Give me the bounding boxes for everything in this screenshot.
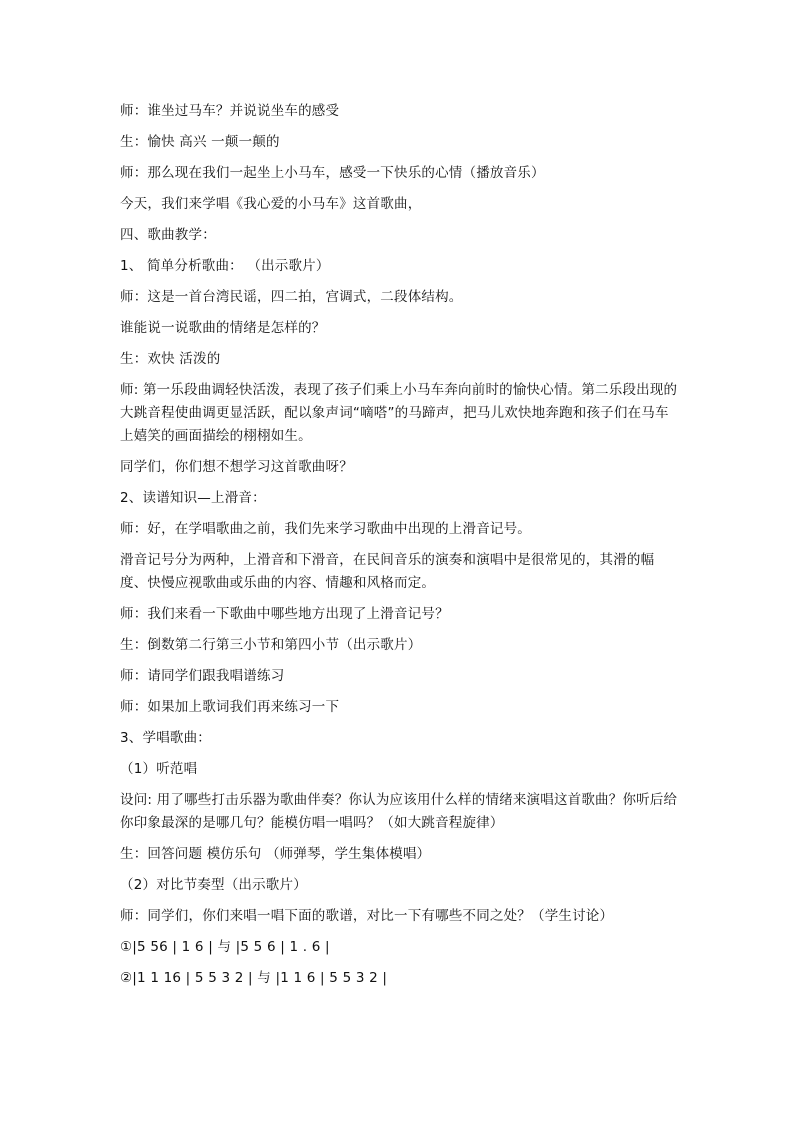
paragraph-23: （2）对比节奏型（出示歌片） <box>120 877 307 893</box>
paragraph-10: 师: 第一乐段曲调轻快活泼，表现了孩子们乘上小马车奔向前时的愉快心情。第二乐段出现的大跳音程使曲调更显活跃，配以象声词“嘀嗒”的马蹄声，把马儿欢快地奔跑和孩子们在马车上嬉笑的画面描绘的栩栩如生。 <box>120 382 678 444</box>
paragraph-17: 师：请同学们跟我唱谱练习 <box>120 668 285 684</box>
subheading-glide-notation: 2、读谱知识—上滑音： <box>120 490 266 506</box>
paragraph-11: 同学们，你们想不想学习这首歌曲呀？ <box>120 459 353 475</box>
rhythm-pattern-1: ①|5 56 | 1 6 | 与 |5 5 6 | 1 . 6 | <box>120 939 330 955</box>
paragraph-13: 师：好，在学唱歌曲之前，我们先来学习歌曲中出现的上滑音记号。 <box>120 521 531 537</box>
paragraph-2: 生：愉快 高兴 一颠一颠的 <box>120 134 280 150</box>
paragraph-14: 滑音记号分为两种，上滑音和下滑音，在民间音乐的演奏和演唱中是很常见的，其滑的幅度、快慢应视歌曲或乐曲的内容、情趣和风格而定。 <box>120 552 655 591</box>
paragraph-7: 师：这是一首台湾民谣，四二拍，宫调式，二段体结构。 <box>120 289 463 305</box>
paragraph-22: 生：回答问题 模仿乐句 （师弹琴，学生集体模唱） <box>120 846 431 862</box>
paragraph-1: 师：谁坐过马车？并说说坐车的感受 <box>120 103 340 119</box>
paragraph-16: 生：倒数第二行第三小节和第四小节（出示歌片） <box>120 637 422 653</box>
section-heading-song-teaching: 四、歌曲教学： <box>120 227 216 243</box>
paragraph-9: 生：欢快 活泼的 <box>120 351 221 367</box>
rhythm-pattern-2: ②|1 1 16 | 5 5 3 2 | 与 |1 1 6 | 5 5 3 2 | <box>120 970 388 986</box>
paragraph-15: 师：我们来看一下歌曲中哪些地方出现了上滑音记号？ <box>120 606 449 622</box>
paragraph-6: 1、 简单分析歌曲： （出示歌片） <box>120 258 330 274</box>
paragraph-8: 谁能说一说歌曲的情绪是怎样的？ <box>120 320 326 336</box>
subheading-learn-song: 3、学唱歌曲： <box>120 730 211 746</box>
paragraph-24: 师：同学们，你们来唱一唱下面的歌谱，对比一下有哪些不同之处？（学生讨论） <box>120 908 614 924</box>
document-page <box>120 100 680 998</box>
paragraph-20: （1）听范唱 <box>120 761 198 777</box>
paragraph-18: 师：如果加上歌词我们再来练习一下 <box>120 699 340 715</box>
paragraph-3: 师：那么现在我们一起坐上小马车，感受一下快乐的心情（播放音乐） <box>120 165 545 181</box>
paragraph-21: 设问: 用了哪些打击乐器为歌曲伴奏？你认为应该用什么样的情绪来演唱这首歌曲？你听后给你印象最深的是哪几句？能模仿唱一唱吗？（如大跳音程旋律） <box>120 792 678 831</box>
paragraph-4: 今天，我们来学唱《我心爱的小马车》这首歌曲， <box>120 196 422 212</box>
